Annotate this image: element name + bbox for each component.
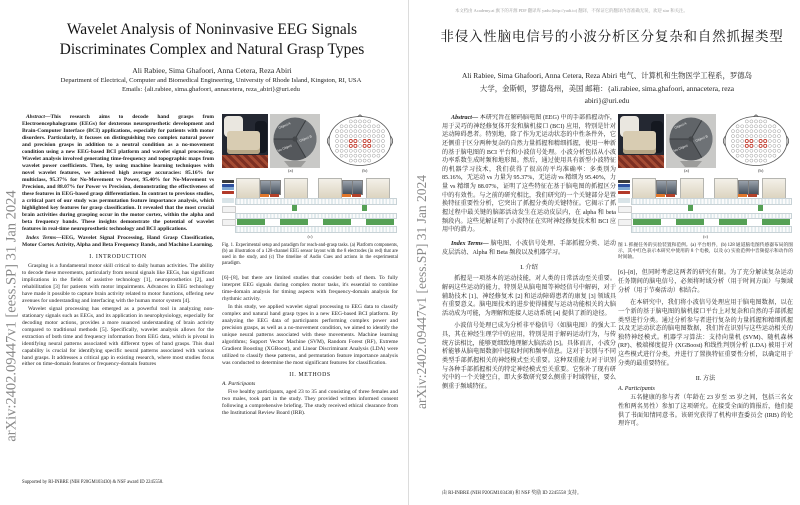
right-column bbox=[222, 114, 398, 505]
timeline-motion-bar bbox=[633, 219, 661, 225]
support-footnote: 由 RI-INBRE (NIH P20GM103430) 和 NSF 奖励 ID 2245558 支持。 bbox=[442, 491, 582, 496]
timeline-motion-bar bbox=[676, 219, 704, 225]
timeline-photo-platform bbox=[714, 178, 738, 199]
timeline-rest-chip bbox=[656, 194, 665, 198]
timeline-motion-label-chip bbox=[222, 219, 236, 226]
timeline-photo-platform bbox=[236, 178, 260, 199]
abstract bbox=[22, 114, 214, 233]
figure-caption: 图 1. 抓握任务的实验装置和范例。(a) 平台组件，(b) 128 通道脑电图传感器布局的图示，其中红色表示本研究中使用的 8 个电极，以及 (c) 实验范例中音频提示和动作的时间轴。 bbox=[618, 243, 793, 261]
svg-text:Object A: Object A bbox=[673, 121, 688, 130]
paper-emails: Emails: {ali.rabiee, sima.ghafoori, annacetera, reza_abiri}@uri.edu bbox=[122, 86, 300, 93]
figure-panel-a bbox=[222, 114, 398, 168]
panel-a-label: (a) bbox=[684, 168, 690, 173]
abstract-label: Abstract— bbox=[26, 114, 51, 120]
index-terms bbox=[22, 235, 214, 249]
timeline-ticks-row bbox=[235, 226, 397, 233]
svg-text:Object A: Object A bbox=[277, 121, 292, 130]
right-column bbox=[618, 114, 793, 505]
timeline-rest-chip bbox=[342, 194, 351, 198]
timeline-row-label-chip bbox=[222, 191, 234, 194]
timeline-time-label-chip bbox=[618, 198, 630, 203]
abstract bbox=[442, 114, 616, 235]
objects-disk-photo bbox=[666, 114, 716, 168]
platform-shape bbox=[227, 131, 260, 154]
svg-text:No Object: No Object bbox=[672, 143, 689, 153]
timeline-ticks-row bbox=[235, 198, 397, 205]
timeline-row-label-chip bbox=[618, 180, 630, 183]
timeline-photo-platform bbox=[762, 178, 786, 199]
timeline-row-label-chip bbox=[618, 191, 630, 194]
intro-paragraph-1: 抓握是一项基本的运动技能，对人类的日常活动至关重要。解码这些运动的能力，特别是从脑电图等神经信号中解码，对于辅助技术 [1]、神经修复术 [2] 和运动障碍患者的康复 [3] 领域具有重要意义。脑电图技术的进步使得捕捉与运动功能相关的大脑活动成为可能，为理解和连接人运动系统 [4] 提供了新的途径。 bbox=[442, 276, 616, 317]
eeg-sensor-layout bbox=[322, 114, 398, 168]
timeline-row-label-chip bbox=[222, 180, 234, 183]
intro-paragraph-2: Wavelet signal processing has emerged as a powerful tool in analyzing non-stationary signals such as EEGs, and its application in neurophysiology, especially for decoding motor actions, provides a more nuanced understanding of brain activity compared to traditional methods [5]. Specifically, wavelet analysis allows for the extraction of both time and frequency information from EEG data, which is pivotal in identifying neural patterns associated with different types of hand grasps. This dual capability is crucial for identifying specific neural patterns associated with various hand grasps. It addresses a critical gap in existing research, where most studies focus either on time-domain features or frequency-domain features bbox=[22, 305, 214, 368]
timeline-photo-platform bbox=[632, 178, 656, 199]
paper-authors: Ali Rabiee, Sima Ghafoori, Anna Cetera, Reza Abiri bbox=[132, 66, 292, 75]
svg-text:Object B: Object B bbox=[298, 134, 313, 143]
timeline-motion-bar bbox=[323, 219, 351, 225]
panel-labels bbox=[222, 168, 398, 176]
body-paragraph-continued: [6]–[8], but there are limited studies that consider both of them. To fully interpret EEG signals during complex motor tasks, it's essential to combine time-domain analysis for timing aspects with frequency-domain analysis for rhythmic activity. bbox=[222, 275, 398, 303]
timeline-photo-platform bbox=[366, 178, 390, 199]
abstract-label: Abstract— bbox=[451, 115, 480, 121]
panel-c-label: (c) bbox=[307, 234, 313, 239]
panel-a-label: (a) bbox=[288, 168, 294, 173]
section-heading-introduction: I. INTRODUCTION bbox=[89, 253, 147, 260]
body-paragraph-study: 在本研究中，我们将小波信号处理应用于脑电图数据，以在一个新的基于脑电图的脑机接口平台上对复杂和自然的手部抓握类型进行分类。通过分析参与者进行复杂的力量抓握和精细抓握以及无运动状态的脑电图数据，我们旨在识别与这些运动相关的独特神经模式。机器学习算法：支持向量机 (SVM)、随机森林 (RF)、极端梯度提升 (XGBoost) 和线性判别分析 (LDA) 被用于对这些模式进行分类，并进行了置换特征重要性分析，以确定用于分类的最重要特征。 bbox=[618, 300, 793, 367]
translator-note: 本文档由 Academy.ai 旗下的开源 PDF 翻译库 yadu (http://yadt.io) 翻译，不保证它的翻译内容准确无误，欢迎 star 和关注。 bbox=[455, 8, 688, 13]
index-terms-label: Index Terms— bbox=[26, 234, 62, 241]
experiment-timeline bbox=[222, 178, 398, 232]
paper-title: 非侵入性脑电信号的小波分析区分复杂和自然抓握类型 bbox=[440, 29, 784, 44]
section-heading-introduction: I. 介绍 bbox=[520, 264, 538, 272]
participants-paragraph: 五名健康的参与者（年龄在 23 岁至 35 岁之间，包括三名女性和两名男性）参加了这项研究。在接受全面的简报后，他们提供了书面知情同意书。该研究获得了机构审查委员会 (IRB) 的伦理许可。 bbox=[618, 395, 793, 428]
paper-title: Wavelet Analysis of Noninvasive EEG Signals Discriminates Complex and Natural Grasp Types bbox=[59, 21, 365, 59]
timeline-row-label-chip bbox=[222, 187, 234, 190]
paper-page-chinese bbox=[408, 0, 800, 505]
figure-caption: Fig. 1. Experimental setup and paradigm for reach-and-grasp tasks. (a) Platform components, (b) an illustration of a 128-channel EEG sensor layout with the 8 electrodes (in red) that are used in the study, and (c) The timeline of Audio Cues and actions in the experimental paradigm. bbox=[222, 243, 398, 267]
left-column bbox=[22, 114, 214, 476]
eeg-head-svg bbox=[720, 114, 792, 168]
left-column bbox=[442, 114, 616, 482]
timeline-motion-bar bbox=[366, 219, 394, 225]
timeline-audio-label-chip bbox=[222, 206, 236, 213]
intro-paragraph-1: Grasping is a fundamental motor skill critical to daily human activities. The ability to decode these movements, particularly from neural signals like EEGs, has significant implications in the fields of assistive technology [1], neuroprosthetics [2], and rehabilitation [3] for patients with motor impairments. Advances in EEG technology have made it possible to capture brain activity related to motor functions, offering new avenues for understanding and interfacing with the human motor system [4]. bbox=[22, 262, 214, 304]
figure-panel-a bbox=[618, 114, 793, 168]
abstract-text: 本研究旨在解码脑电图 (EEG) 中的手部抓握动作，用于灵巧的神经修复体开发和脑机接口 (BCI) 应用，特别是针对运动障碍患者。特别地，除了作为无运动状态的中性条件外，它还侧重于区分两种复杂的自然力量抓握和精细抓握，使用一种新的基于脑电图的 BCI 平台和小波信号处理。小波分析包括从小波功率系数生成时频和地形图。然后，通过使用具有新型小波特征的机器学习技术，我们获得了很高的平均准确率：多类别为 85.16%，无运动 vs 力量为 95.37%，无运动 vs 精细为 95.40%，力量 vs 精细为 88.07%，证明了这些特征在基于脑电图的抓握区分中的有效性。与之前的研究相比，我们研究的一个关键部分是置换特征重要性分析，它突出了抓握分类的关键特征。它揭示了抓握过程中最关键的脑部活动发生在运动皮层内，在 alpha 和 beta 频段内。这些见解证明了小波特征在实时神经修复技术和 BCI 应用中的潜力。 bbox=[442, 115, 616, 234]
panel-b-label: (b) bbox=[362, 168, 368, 173]
timeline-audio-cue-mark bbox=[362, 205, 367, 211]
timeline-grasp-chip bbox=[352, 194, 361, 198]
body-paragraph-continued: [6]–[8]，但同时考虑这两者的研究有限。为了充分解读复杂运动任务期间的脑电信号，必须将时域分析（用于时间方面）与频域分析（用于节奏活动）相结合。 bbox=[618, 270, 793, 294]
timeline-ticks-row bbox=[631, 226, 792, 233]
setup-photo bbox=[222, 114, 268, 168]
svg-text:No Object: No Object bbox=[276, 143, 293, 153]
section-heading-methods: II. METHODS bbox=[289, 372, 331, 379]
panel-labels bbox=[618, 168, 793, 176]
timeline-motion-bar bbox=[280, 219, 308, 225]
index-terms-label: Index Terms— bbox=[451, 240, 491, 247]
panel-c-label: (c) bbox=[702, 234, 709, 239]
timeline-motion-bar bbox=[762, 219, 790, 225]
timeline-grasp-chip bbox=[666, 194, 675, 198]
timeline-time-label-chip bbox=[222, 198, 234, 203]
platform-shape bbox=[623, 131, 656, 154]
timeline-audio-label-chip bbox=[618, 206, 632, 213]
abstract-text: This research aims to decode hand grasps from Electroencephalograms (EEGs) for dexterous neuroprosthetic development and Brain-Computer Interface (BCI) applications, especially for patients with motor disorders. Particularly, it focuses on distinguishing two complex natural power and precision grasps in addition to a neutral condition as a no-movement condition using a new EEG-based BCI platform and wavelet signal processing. Wavelet analysis involved generating time-frequency and topographic maps from wavelet power coefficients. Then, by using machine learning techniques with novel wavelet features, we achieved high average accuracies: 85.16% for multiclass, 95.37% for No-Movement vs Power, 95.40% for No-Movement vs Precision, and 88.07% for Power vs Precision, demonstrating the effectiveness of these features in EEG-based grasp differentiation. In contrast to previous studies, a critical part of our study was permutation feature importance analysis, which highlighted key features for grasp classification. It revealed that the most crucial brain activities during grasping occur in the motor cortex, within the alpha and beta frequency bands. These insights demonstrate the potential of wavelet features in real-time neuroprosthetic technology and BCI applications. bbox=[22, 114, 214, 232]
figure-1 bbox=[222, 114, 398, 239]
objects-disk-photo bbox=[270, 114, 320, 168]
timeline-rest-chip bbox=[738, 194, 747, 198]
timeline-ticks-row bbox=[631, 198, 792, 205]
timeline-photo-platform bbox=[318, 178, 342, 199]
timeline-row-label-chip bbox=[618, 187, 630, 190]
index-terms-text: EEG, Wavelet Signal Processing, Hand Grasp Classification, Motor Cortex Activity, Alpha and Beta Frequency Bands, and Machine Learning. bbox=[22, 234, 214, 248]
subsection-participants: A. Participants bbox=[618, 386, 655, 393]
arxiv-watermark: arXiv:2402.09447v1 [eess.SP] 31 Jan 2024 bbox=[3, 190, 20, 442]
objects-disk-svg bbox=[270, 114, 320, 168]
experiment-timeline bbox=[618, 178, 793, 232]
paper-affiliation: Department of Electrical, Computer and Biomedical Engineering, University of Rhode Island, Kingston, RI, USA bbox=[60, 77, 362, 84]
timeline-photo-platform bbox=[680, 178, 704, 199]
panel-b-label: (b) bbox=[758, 168, 764, 173]
index-terms-text: 脑电图、小波信号处理、手部抓握分类、运动皮层活动、Alpha 和 Beta 频段以及机器学习。 bbox=[442, 240, 616, 256]
timeline-motion-bar bbox=[237, 219, 265, 225]
tablecloth-shape bbox=[222, 155, 268, 168]
participants-paragraph: Five healthy participants, aged 23 to 35 and consisting of three females and two males, took part in the study. They provided written informed consent following a comprehensive briefing. The study received ethical clearance from the Institutional Review Board (IRB). bbox=[222, 389, 398, 417]
timeline-audio-cue-mark bbox=[688, 205, 693, 211]
timeline-motion-bar bbox=[719, 219, 747, 225]
svg-text:Object B: Object B bbox=[694, 134, 709, 143]
timeline-motion-label-chip bbox=[618, 219, 632, 226]
eeg-sensor-layout bbox=[718, 114, 793, 168]
timeline-audio-cue-mark bbox=[758, 205, 763, 211]
setup-photo bbox=[618, 114, 664, 168]
index-terms bbox=[442, 240, 616, 257]
timeline-audio-cue-mark bbox=[292, 205, 297, 211]
figure-1 bbox=[618, 114, 793, 239]
tablecloth-shape bbox=[618, 155, 664, 168]
timeline-rest-chip bbox=[260, 194, 269, 198]
paper-authors-affiliation: Ali Rabiee, Sima Ghafoori, Anna Cetera, Reza Abiri 电气、计算机和生物医学工程系，罗德岛大学，金斯顿，罗德岛州，美国 邮箱：{ali.rabiee, sima.ghafoori, annacetera, reza abiri}@uri.edu bbox=[461, 71, 753, 106]
intro-paragraph-2: 小波信号处理已成为分析非平稳信号（如脑电图）的强大工具，其在神经生理学中的应用，特别是用于解码运动行为，与传统方法相比，能够更细致地理解大脑活动 [5]。具体而言，小波分析能够从脑电图数据中提取时间和频率信息。这对于识别与不同类型手部抓握相关的神经模式至关重要。这种双重能力对于识别与各种手部抓握相关的特定神经模式至关重要。它弥补了现有研究中的一个关键空白，即大多数研究要么侧重于时域特征，要么侧重于频域特征。 bbox=[442, 323, 616, 390]
arxiv-watermark: arXiv:2402.09447v1 [eess.SP] 31 Jan 2024 bbox=[414, 175, 429, 409]
timeline-grasp-chip bbox=[270, 194, 279, 198]
objects-disk-svg bbox=[666, 114, 716, 168]
section-heading-methods: II. 方法 bbox=[695, 375, 716, 383]
subsection-participants: A. Participants bbox=[222, 381, 256, 388]
support-footnote: Supported by RI-INBRE (NIH P20GM103430) & NSF award ID 2245558. bbox=[22, 480, 164, 485]
timeline-grasp-chip bbox=[748, 194, 757, 198]
eeg-head-svg bbox=[324, 114, 396, 168]
timeline-photo-platform bbox=[284, 178, 308, 199]
body-paragraph-study: In this study, we applied wavelet signal processing to EEG data to classify complex and natural hand grasp types in a new EEG-based BCI platform. By analyzing the EEG data of participants performing complex power and precision grasps, as well as a no-movement condition, we aimed to identify the unique neural patterns associated with these movements. Machine learning algorithms; Support Vector Machine (SVM), Random Forest (RF), Extreme Gradient Boosting (XGBoost), and Linear Discriminant Analysis (LDA) were utilized to classify these patterns, and permutation feature importance analysis was conducted to determine the most significant features for classification. bbox=[222, 304, 398, 367]
